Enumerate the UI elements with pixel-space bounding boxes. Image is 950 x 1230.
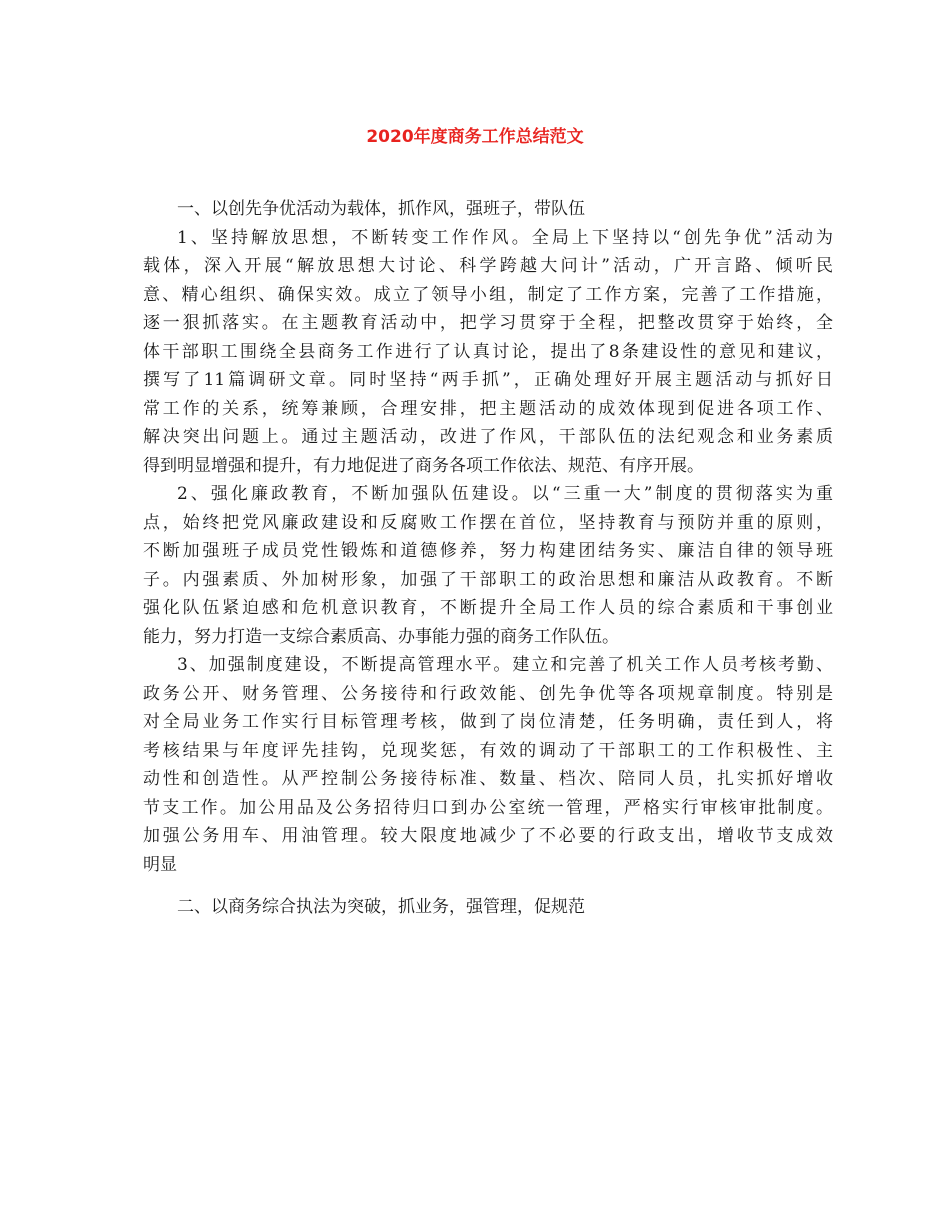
paragraph-line: 考核结果与年度评先挂钩，兑现奖惩，有效的调动了干部职工的工作积极性、主 — [143, 740, 833, 761]
paragraph-line: 逐一狠抓落实。在主题教育活动中，把学习贯穿于全程，把整改贯穿于始终，全 — [143, 313, 833, 333]
paragraph-line: 意、精心组织、确保实效。成立了领导小组，制定了工作方案，完善了工作措施， — [143, 284, 833, 305]
paragraph-line: 2、强化廉政教育，不断加强队伍建设。以“三重一大”制度的贯彻落实为重 — [177, 484, 833, 504]
paragraph-line: 子。内强素质、外加树形象，加强了干部职工的政治思想和廉洁从政教育。不断 — [143, 569, 833, 590]
paragraph-line: 动性和创造性。从严控制公务接待标准、数量、档次、陪同人员，扎实抓好增收 — [143, 769, 833, 789]
paragraph-line: 政务公开、财务管理、公务接待和行政效能、创先争优等各项规章制度。特别是 — [143, 683, 833, 704]
paragraph-line: 能力，努力打造一支综合素质高、办事能力强的商务工作队伍。 — [143, 626, 619, 647]
paragraph-line: 对全局业务工作实行目标管理考核，做到了岗位清楚，任务明确，责任到人，将 — [143, 712, 833, 732]
paragraph-line: 加强公务用车、用油管理。较大限度地减少了不必要的行政支出，增收节支成效 — [143, 826, 833, 846]
paragraph-line: 不断加强班子成员党性锻炼和道德修养，努力构建团结务实、廉洁自律的领导班 — [143, 541, 833, 561]
section-heading-2: 二、以商务综合执法为突破，抓业务，强管理，促规范 — [177, 897, 585, 917]
paragraph-1 — [143, 224, 833, 481]
paragraph-line: 载体，深入开展“解放思想大讨论、科学跨越大问计”活动，广开言路、倾听民 — [143, 256, 833, 276]
paragraph-line: 明显 — [143, 854, 177, 875]
document-title: 2020年度商务工作总结范文 — [366, 127, 584, 147]
paragraph-line: 解决突出问题上。通过主题活动，改进了作风，干部队伍的法纪观念和业务素质 — [143, 427, 833, 447]
paragraph-line: 点，始终把党风廉政建设和反腐败工作摆在首位，坚持教育与预防并重的原则， — [143, 512, 833, 533]
paragraph-gap — [143, 879, 833, 893]
paragraph-line: 强化队伍紧迫感和危机意识教育，不断提升全局工作人员的综合素质和干事创业 — [143, 598, 833, 618]
paragraph-line: 得到明显增强和提升，有力地促进了商务各项工作依法、规范、有序开展。 — [143, 455, 704, 476]
section-heading-1: 一、以创先争优活动为载体，抓作风，强班子，带队伍 — [177, 199, 585, 219]
paragraph-line: 节支工作。加公用品及公务招待归口到办公室统一管理，严格实行审核审批制度。 — [143, 797, 833, 818]
paragraph-line: 体干部职工围绕全县商务工作进行了认真讨论，提出了8条建设性的意见和建议， — [143, 341, 833, 362]
paragraph-line: 撰写了11篇调研文章。同时坚持“两手抓”，正确处理好开展主题活动与抓好日 — [143, 370, 833, 390]
paragraph-3 — [143, 651, 833, 879]
paragraph-line: 常工作的关系，统筹兼顾，合理安排，把主题活动的成效体现到促进各项工作、 — [143, 398, 833, 419]
paragraph-line: 3、加强制度建设，不断提高管理水平。建立和完善了机关工作人员考核考勤、 — [177, 655, 833, 675]
document-body — [143, 195, 833, 922]
paragraph-2 — [143, 480, 833, 651]
paragraph-line: 1、坚持解放思想，不断转变工作作风。全局上下坚持以“创先争优”活动为 — [177, 227, 833, 248]
